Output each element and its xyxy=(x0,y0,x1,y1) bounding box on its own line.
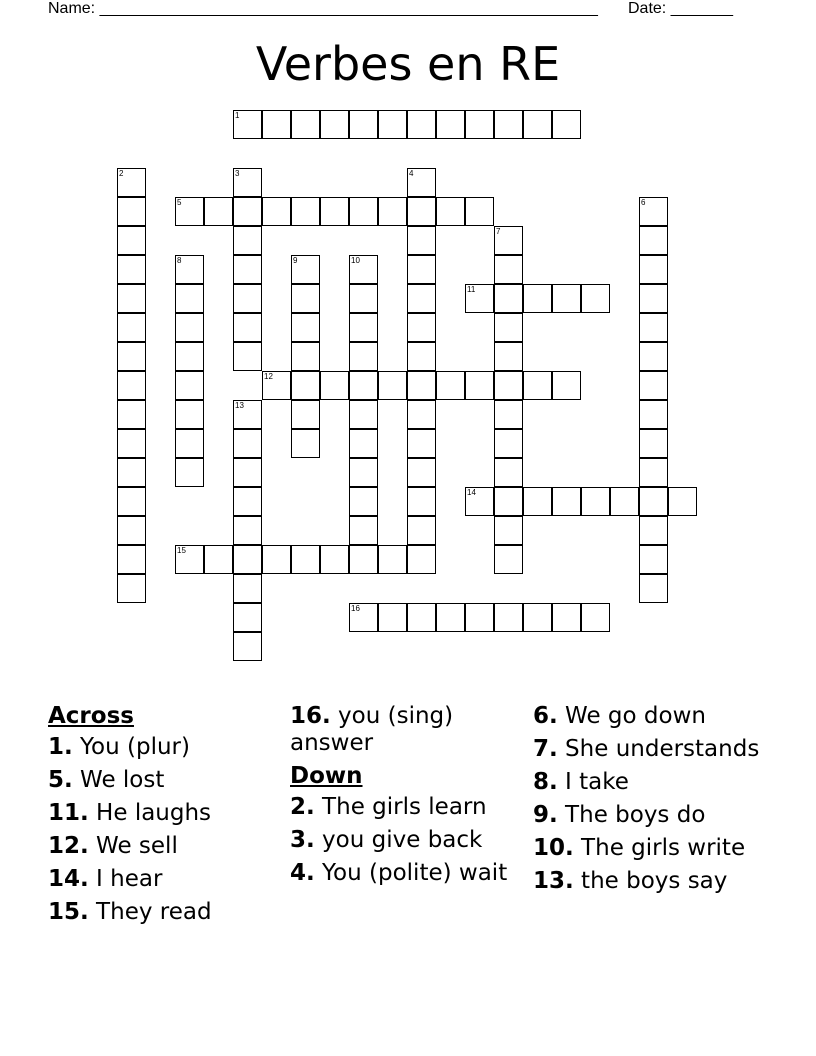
grid-cell[interactable] xyxy=(494,429,523,458)
clue-number-label: 12 xyxy=(264,372,273,381)
date-field-label[interactable]: Date: _______ xyxy=(628,0,733,17)
grid-cell[interactable] xyxy=(407,226,436,255)
clue-text: I take xyxy=(557,769,629,795)
grid-cell[interactable] xyxy=(175,371,204,400)
grid-cell[interactable] xyxy=(291,400,320,429)
grid-cell[interactable] xyxy=(175,313,204,342)
grid-cell[interactable] xyxy=(407,197,436,226)
grid-cell[interactable] xyxy=(407,545,436,574)
clue-column-3 xyxy=(533,703,765,901)
clue-across-14 xyxy=(48,866,280,893)
grid-cell[interactable] xyxy=(117,226,146,255)
grid-cell[interactable] xyxy=(436,603,465,632)
grid-cell[interactable] xyxy=(320,545,349,574)
grid-cell[interactable] xyxy=(407,313,436,342)
clue-number: 8. xyxy=(533,769,558,795)
grid-cell[interactable] xyxy=(494,371,523,400)
grid-cell[interactable] xyxy=(639,574,668,603)
clue-down-13 xyxy=(533,868,765,895)
grid-cell[interactable] xyxy=(233,574,262,603)
grid-cell[interactable] xyxy=(639,429,668,458)
grid-cell[interactable] xyxy=(378,197,407,226)
grid-cell[interactable] xyxy=(233,632,262,661)
grid-cell[interactable] xyxy=(407,603,436,632)
grid-cell[interactable] xyxy=(320,197,349,226)
clue-number: 16. xyxy=(290,703,331,729)
grid-cell[interactable] xyxy=(291,545,320,574)
grid-cell[interactable] xyxy=(233,516,262,545)
clue-number-label: 15 xyxy=(177,546,186,555)
grid-cell[interactable] xyxy=(117,429,146,458)
grid-cell[interactable] xyxy=(233,487,262,516)
grid-cell[interactable] xyxy=(349,197,378,226)
grid-cell[interactable] xyxy=(407,255,436,284)
grid-cell[interactable] xyxy=(175,284,204,313)
clue-number: 4. xyxy=(290,860,315,886)
clue-number: 12. xyxy=(48,833,89,859)
grid-cell[interactable] xyxy=(117,574,146,603)
grid-cell[interactable] xyxy=(552,487,581,516)
grid-cell[interactable] xyxy=(581,487,610,516)
grid-cell[interactable] xyxy=(407,400,436,429)
grid-cell[interactable] xyxy=(262,110,291,139)
grid-cell[interactable] xyxy=(291,110,320,139)
grid-cell[interactable] xyxy=(610,487,639,516)
grid-cell[interactable] xyxy=(291,342,320,371)
name-field-label[interactable]: Name: ________________________________________________________ xyxy=(48,0,598,17)
grid-cell[interactable] xyxy=(494,255,523,284)
clue-number: 14. xyxy=(48,866,89,892)
clue-number: 11. xyxy=(48,800,89,826)
grid-cell[interactable] xyxy=(436,197,465,226)
grid-cell[interactable] xyxy=(523,603,552,632)
grid-cell[interactable] xyxy=(436,110,465,139)
grid-cell[interactable] xyxy=(494,284,523,313)
grid-cell[interactable] xyxy=(436,371,465,400)
clue-number-label: 4 xyxy=(409,169,414,178)
grid-cell[interactable] xyxy=(175,429,204,458)
clue-number: 1. xyxy=(48,734,73,760)
clue-text: We lost xyxy=(72,767,165,793)
grid-cell[interactable] xyxy=(639,313,668,342)
grid-cell[interactable] xyxy=(407,487,436,516)
clue-down-10 xyxy=(533,835,765,862)
grid-cell[interactable] xyxy=(117,400,146,429)
grid-cell[interactable] xyxy=(175,400,204,429)
grid-cell[interactable] xyxy=(407,110,436,139)
grid-cell[interactable] xyxy=(639,400,668,429)
grid-cell[interactable] xyxy=(349,429,378,458)
grid-cell[interactable] xyxy=(233,284,262,313)
grid-cell[interactable] xyxy=(175,342,204,371)
grid-cell[interactable] xyxy=(378,545,407,574)
clue-text: The girls write xyxy=(573,835,746,861)
clue-text: The girls learn xyxy=(314,794,487,820)
grid-cell[interactable] xyxy=(117,313,146,342)
grid-cell[interactable] xyxy=(349,545,378,574)
grid-cell[interactable] xyxy=(349,487,378,516)
clue-down-6 xyxy=(533,703,765,730)
grid-cell[interactable] xyxy=(320,371,349,400)
clue-text: He laughs xyxy=(88,800,212,826)
grid-cell[interactable] xyxy=(233,458,262,487)
clue-number-label: 6 xyxy=(641,198,646,207)
clue-text: We sell xyxy=(88,833,178,859)
clue-across-1 xyxy=(48,734,280,761)
grid-cell[interactable] xyxy=(262,545,291,574)
grid-cell[interactable] xyxy=(117,545,146,574)
grid-cell[interactable] xyxy=(639,371,668,400)
grid-cell[interactable] xyxy=(378,603,407,632)
grid-cell[interactable] xyxy=(523,371,552,400)
clue-text: You (polite) wait xyxy=(314,860,508,886)
grid-cell[interactable] xyxy=(494,487,523,516)
grid-cell[interactable] xyxy=(465,371,494,400)
grid-cell[interactable] xyxy=(465,110,494,139)
grid-cell[interactable] xyxy=(233,603,262,632)
grid-cell[interactable] xyxy=(233,226,262,255)
grid-cell[interactable] xyxy=(523,110,552,139)
clue-across-16 xyxy=(290,703,522,757)
clue-number: 7. xyxy=(533,736,558,762)
clue-down-4 xyxy=(290,860,522,887)
grid-cell[interactable] xyxy=(262,197,291,226)
grid-cell[interactable] xyxy=(523,487,552,516)
grid-cell[interactable] xyxy=(117,516,146,545)
grid-cell[interactable] xyxy=(117,458,146,487)
clue-number: 13. xyxy=(533,868,574,894)
grid-cell[interactable] xyxy=(581,603,610,632)
page-title: Verbes en RE xyxy=(255,37,561,91)
grid-cell[interactable] xyxy=(233,313,262,342)
grid-cell[interactable] xyxy=(291,371,320,400)
clue-number: 3. xyxy=(290,827,315,853)
grid-cell[interactable] xyxy=(117,371,146,400)
grid-cell[interactable] xyxy=(639,516,668,545)
grid-cell[interactable] xyxy=(494,342,523,371)
grid-cell[interactable] xyxy=(349,342,378,371)
clue-number: 2. xyxy=(290,794,315,820)
grid-cell[interactable] xyxy=(349,400,378,429)
grid-cell[interactable] xyxy=(407,371,436,400)
grid-cell[interactable] xyxy=(117,284,146,313)
across-heading: Across xyxy=(48,703,134,729)
grid-cell[interactable] xyxy=(233,197,262,226)
clue-across-5 xyxy=(48,767,280,794)
grid-cell[interactable] xyxy=(378,110,407,139)
clue-across-15 xyxy=(48,899,280,926)
grid-cell[interactable] xyxy=(407,516,436,545)
grid-cell[interactable] xyxy=(407,429,436,458)
clue-across-12 xyxy=(48,833,280,860)
grid-cell[interactable] xyxy=(117,342,146,371)
grid-cell[interactable] xyxy=(117,487,146,516)
grid-cell[interactable] xyxy=(349,371,378,400)
grid-cell[interactable] xyxy=(204,545,233,574)
clue-column-1 xyxy=(48,703,280,932)
clue-text: We go down xyxy=(557,703,706,729)
clue-text: You (plur) xyxy=(72,734,190,760)
clue-down-3 xyxy=(290,827,522,854)
clue-text: you (sing) answer xyxy=(290,703,454,756)
down-heading: Down xyxy=(290,763,363,789)
clue-number-label: 3 xyxy=(235,169,240,178)
clue-number-label: 14 xyxy=(467,488,476,497)
grid-cell[interactable] xyxy=(349,313,378,342)
clue-down-7 xyxy=(533,736,765,763)
grid-cell[interactable] xyxy=(349,458,378,487)
grid-cell[interactable] xyxy=(117,197,146,226)
clue-down-2 xyxy=(290,794,522,821)
clue-number-label: 7 xyxy=(496,227,501,236)
grid-cell[interactable] xyxy=(407,458,436,487)
grid-cell[interactable] xyxy=(291,197,320,226)
clue-column-2 xyxy=(290,703,522,893)
clue-number: 10. xyxy=(533,835,574,861)
clue-text: They read xyxy=(88,899,212,925)
clue-number-label: 10 xyxy=(351,256,360,265)
grid-cell[interactable] xyxy=(233,255,262,284)
grid-cell[interactable] xyxy=(552,110,581,139)
grid-cell[interactable] xyxy=(552,603,581,632)
grid-cell[interactable] xyxy=(349,284,378,313)
clue-text: I hear xyxy=(88,866,163,892)
grid-cell[interactable] xyxy=(494,110,523,139)
grid-cell[interactable] xyxy=(639,284,668,313)
clue-down-8 xyxy=(533,769,765,796)
grid-cell[interactable] xyxy=(639,487,668,516)
grid-cell[interactable] xyxy=(494,313,523,342)
grid-cell[interactable] xyxy=(291,284,320,313)
grid-cell[interactable] xyxy=(639,226,668,255)
clue-number-label: 2 xyxy=(119,169,124,178)
clue-across-11 xyxy=(48,800,280,827)
grid-cell[interactable] xyxy=(639,545,668,574)
grid-cell[interactable] xyxy=(320,110,349,139)
clue-number-label: 9 xyxy=(293,256,298,265)
grid-cell[interactable] xyxy=(291,313,320,342)
clue-number: 15. xyxy=(48,899,89,925)
grid-cell[interactable] xyxy=(349,110,378,139)
clue-text: you give back xyxy=(314,827,483,853)
grid-cell[interactable] xyxy=(639,342,668,371)
grid-cell[interactable] xyxy=(581,284,610,313)
grid-cell[interactable] xyxy=(552,371,581,400)
clue-number-label: 5 xyxy=(177,198,182,207)
clue-down-9 xyxy=(533,802,765,829)
grid-cell[interactable] xyxy=(668,487,697,516)
grid-cell[interactable] xyxy=(407,342,436,371)
grid-cell[interactable] xyxy=(204,197,233,226)
clue-number-label: 1 xyxy=(235,111,240,120)
grid-cell[interactable] xyxy=(291,429,320,458)
grid-cell[interactable] xyxy=(233,545,262,574)
grid-cell[interactable] xyxy=(117,255,146,284)
grid-cell[interactable] xyxy=(175,458,204,487)
clue-text: the boys say xyxy=(573,868,728,894)
grid-cell[interactable] xyxy=(233,342,262,371)
clue-number: 6. xyxy=(533,703,558,729)
grid-cell[interactable] xyxy=(639,255,668,284)
clue-number-label: 13 xyxy=(235,401,244,410)
clue-number-label: 11 xyxy=(467,285,476,294)
grid-cell[interactable] xyxy=(465,197,494,226)
grid-cell[interactable] xyxy=(494,545,523,574)
grid-cell[interactable] xyxy=(494,458,523,487)
grid-cell[interactable] xyxy=(349,516,378,545)
clue-text: The boys do xyxy=(557,802,706,828)
grid-cell[interactable] xyxy=(523,284,552,313)
clue-number-label: 16 xyxy=(351,604,360,613)
grid-cell[interactable] xyxy=(378,371,407,400)
clue-text: She understands xyxy=(557,736,760,762)
grid-cell[interactable] xyxy=(639,458,668,487)
clue-number-label: 8 xyxy=(177,256,182,265)
grid-cell[interactable] xyxy=(233,429,262,458)
grid-cell[interactable] xyxy=(407,284,436,313)
clue-number: 9. xyxy=(533,802,558,828)
grid-cell[interactable] xyxy=(494,603,523,632)
grid-cell[interactable] xyxy=(552,284,581,313)
grid-cell[interactable] xyxy=(465,603,494,632)
clue-number: 5. xyxy=(48,767,73,793)
grid-cell[interactable] xyxy=(494,516,523,545)
grid-cell[interactable] xyxy=(494,400,523,429)
